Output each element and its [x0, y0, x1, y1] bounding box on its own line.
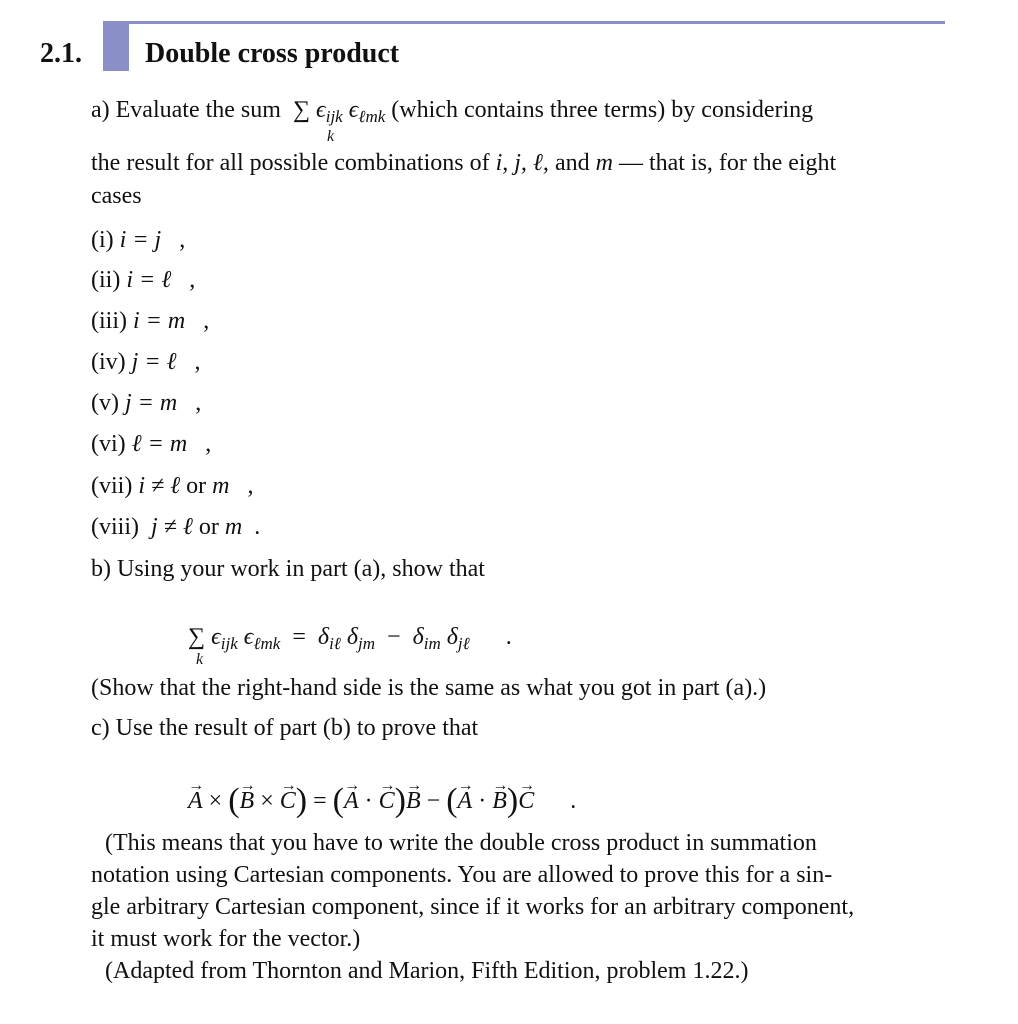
part-c-lead: c) Use the result of part (b) to prove that [91, 715, 479, 741]
case-expr: i = ℓ [126, 267, 172, 293]
vec-A: → A [344, 786, 359, 816]
delta: δ [317, 624, 330, 650]
part-a-lead: a) Evaluate the sum [91, 97, 281, 123]
paren: ( [446, 782, 458, 819]
case-tail: , [195, 390, 202, 416]
part-c-para-line4: it must work for the vector.) [91, 926, 361, 952]
sub-im: im [423, 634, 441, 653]
case-m: m [212, 473, 230, 499]
case-expr: j = ℓ [131, 349, 177, 375]
case-expr: j = m [124, 390, 178, 416]
paren: ( [332, 782, 344, 819]
case-2 [91, 265, 195, 295]
epsilon: ϵ [316, 97, 326, 123]
epsilon: ϵ [243, 624, 254, 650]
vec-C: → C [280, 786, 296, 816]
sub-ijk: ijk [325, 107, 343, 126]
part-a-line2 [91, 148, 836, 178]
case-tail: . [254, 514, 261, 540]
epsilon: ϵ [211, 624, 221, 650]
sum-symbol: ∑ [188, 624, 206, 650]
line2-and: and [554, 150, 590, 176]
case-tail: , [203, 308, 210, 334]
case-label: (ii) [91, 267, 121, 293]
case-or: or [198, 514, 219, 540]
line2-end: — that is, for the eight [618, 150, 837, 176]
case-tail: , [247, 473, 254, 499]
case-8 [91, 512, 260, 542]
case-tail: , [189, 267, 196, 293]
sub-jl: jℓ [457, 634, 470, 653]
paren: ) [295, 782, 308, 819]
part-c-para-line2: notation using Cartesian components. You are allowed to prove this for a sin- [91, 862, 833, 888]
case-expr: i = j [119, 227, 162, 253]
paren: ) [506, 782, 519, 819]
vec-C: → C [379, 786, 395, 816]
line2-m: m [595, 150, 613, 176]
case-4 [91, 347, 201, 377]
vec-A: → A [188, 786, 203, 816]
epsilon: ϵ [348, 97, 359, 123]
sub-lmk: ℓmk [253, 634, 281, 653]
case-expr: j ≠ ℓ [151, 514, 193, 540]
sub-il: iℓ [329, 634, 341, 653]
line2-vars: i, j, ℓ, [495, 150, 549, 176]
line2-start: the result for all possible combinations of [91, 150, 490, 176]
case-tail: , [205, 431, 212, 457]
delta: δ [412, 624, 424, 650]
delta: δ [446, 624, 458, 650]
identity-equation: ∑ $\epsilon_{ijk}$ $\epsilon_{\ell mk} = \delta_{i\ell}$ $\delta_{jm} - \delta_{im}$ $\delta_{j\ell}$ . [188, 624, 512, 653]
case-6 [91, 429, 211, 459]
section-title: Double cross product [145, 38, 400, 69]
part-a-line1 [91, 95, 813, 127]
case-tail: , [194, 349, 201, 375]
case-expr: i = m [133, 308, 186, 334]
sub-lmk: ℓmk [358, 107, 386, 126]
case-expr: ℓ = m [131, 431, 188, 457]
delta: δ [346, 624, 359, 650]
case-expr: i ≠ ℓ [138, 473, 181, 499]
section-rule-top [103, 21, 945, 24]
case-label: (i) [91, 227, 114, 253]
case-tail: , [179, 227, 186, 253]
vec-B: → B [240, 786, 255, 816]
vec-C: → C [518, 786, 534, 816]
case-1 [91, 225, 185, 255]
case-label: (iii) [91, 308, 127, 334]
case-label: (vii) [91, 473, 133, 499]
case-or: or [186, 473, 207, 499]
part-c-para-line1: (This means that you have to write the double cross product in summation [105, 830, 817, 856]
sub-ijk: ijk [220, 634, 238, 653]
section-rule-side [103, 21, 129, 71]
sum-symbol: ∑ [292, 97, 311, 123]
section-number: 2.1. [40, 38, 82, 69]
part-a-note: (which contains three terms) by considering [391, 97, 814, 123]
sub-jm: jm [358, 634, 376, 653]
case-label: (v) [91, 390, 119, 416]
paren: ) [394, 782, 406, 819]
case-label: (iv) [91, 349, 126, 375]
case-label: (viii) [91, 514, 139, 540]
sum-index-b: k [196, 651, 204, 668]
part-a-line3: cases [91, 183, 142, 209]
triple-product-equation: → A × (→ B × → C) = (→ A · → C)→ B − (→ A · → B)→ C . [188, 783, 576, 816]
case-3 [91, 306, 209, 336]
case-label: (vi) [91, 431, 126, 457]
vec-B: → B [406, 786, 421, 816]
vec-B: → B [492, 786, 507, 816]
part-b-note: (Show that the right-hand side is the same as what you got in part (a).) [91, 675, 767, 701]
part-b-lead: b) Using your work in part (a), show that [91, 556, 485, 582]
part-c-para-line3: gle arbitrary Cartesian component, since if it works for an arbitrary component, [91, 894, 855, 920]
case-5 [91, 388, 201, 418]
source-note: (Adapted from Thornton and Marion, Fifth Edition, problem 1.22.) [105, 958, 749, 984]
vec-A: → A [458, 786, 473, 816]
sum-index: k [327, 128, 335, 145]
case-m: m [224, 514, 243, 540]
case-7 [91, 471, 254, 501]
paren: ( [228, 782, 240, 819]
